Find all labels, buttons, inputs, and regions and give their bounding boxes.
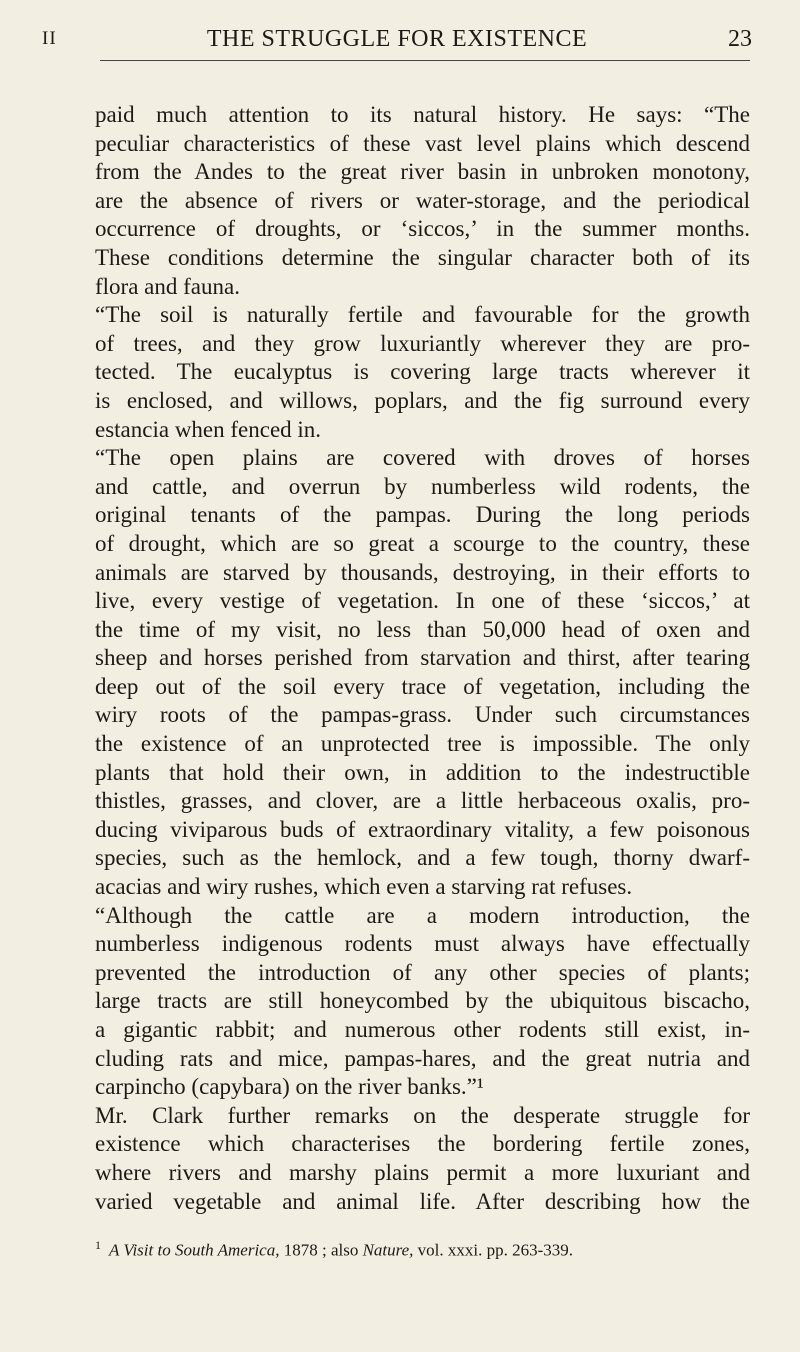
page-number: 23 [728,26,752,52]
text-line: is enclosed, and willows, poplars, and the fig surround every [95,387,750,413]
body-text [95,101,750,1216]
footnote [95,1235,750,1261]
text-line: live, every vestige of vegetation. In one of these ‘siccos,’ at [95,588,750,614]
text-line: Mr. Clark further remarks on the desperate struggle for [95,1102,750,1128]
text-line: “Although the cattle are a modern introduction, the [95,902,750,928]
page-header [42,26,752,56]
text-line: paid much attention to its natural history. He says: “The [95,102,750,127]
text-line: species, such as the hemlock, and a few tough, thorny dwarf- [95,845,750,871]
footnote-mark: 1 [95,1238,101,1252]
text-line: deep out of the soil every trace of vegetation, including the [95,673,750,699]
footnote-year: 1878 ; also [283,1240,359,1260]
text-line: numberless indigenous rodents must always have effectually [95,931,750,957]
text-line: acacias and wiry rushes, which even a starving rat refuses. [95,874,633,900]
text-line: “The soil is naturally fertile and favourable for the growth [95,302,750,328]
chapter-number: II [42,28,57,49]
footnote-reference: vol. xxxi. pp. 263-339. [417,1240,574,1260]
text-line: plants that hold their own, in addition to the indestructible [95,759,750,785]
text-line: original tenants of the pampas. During the long periods [95,502,750,528]
text-line: sheep and horses perished from starvation and thirst, after tearing [95,645,750,671]
text-line: varied vegetable and animal life. After describing how the [95,1188,750,1214]
text-line: These conditions determine the singular character both of its [95,244,750,270]
text-line: thistles, grasses, and clover, are a little herbaceous oxalis, pro- [95,788,750,814]
text-line: of drought, which are so great a scourge to the country, these [95,530,750,556]
text-line: large tracts are still honeycombed by the ubiquitous biscacho, [95,988,750,1014]
text-line: flora and fauna. [95,273,240,299]
text-line: existence which characterises the bordering fertile zones, [95,1131,750,1157]
footnote-journal: Nature, [362,1240,414,1260]
text-line: wiry roots of the pampas-grass. Under such circumstances [95,702,750,728]
text-line: and cattle, and overrun by numberless wild rodents, the [95,473,750,499]
text-line: tected. The eucalyptus is covering large tracts wherever it [95,359,750,385]
text-line: prevented the introduction of any other species of plants; [95,959,750,985]
text-line: animals are starved by thousands, destroying, in their efforts to [95,559,750,585]
text-line: the time of my visit, no less than 50,000 head of oxen and [95,616,750,642]
header-rule [100,60,750,61]
text-line: carpincho (capybara) on the river banks.”¹ [95,1074,484,1100]
text-line: of trees, and they grow luxuriantly wherever they are pro- [95,330,750,356]
text-line: where rivers and marshy plains permit a more luxuriant and [95,1159,750,1185]
text-line: are the absence of rivers or water-storage, and the periodical [95,187,750,213]
running-title: THE STRUGGLE FOR EXISTENCE [206,26,588,52]
text-line: the existence of an unprotected tree is impossible. The only [95,731,750,757]
text-line: a gigantic rabbit; and numerous other rodents still exist, in- [95,1017,750,1042]
text-line: occurrence of droughts, or ‘siccos,’ in the summer months. [95,216,750,242]
footnote-book-title: A Visit to South America, [109,1240,280,1260]
text-line: estancia when fenced in. [95,416,322,442]
text-line: ducing viviparous buds of extraordinary vitality, a few poisonous [95,816,750,842]
text-line: from the Andes to the great river basin in unbroken monotony, [95,159,750,185]
text-line: cluding rats and mice, pampas-hares, and the great nutria and [95,1045,750,1071]
text-line: peculiar characteristics of these vast level plains which descend [95,130,750,156]
text-line: “The open plains are covered with droves of horses [95,445,750,471]
